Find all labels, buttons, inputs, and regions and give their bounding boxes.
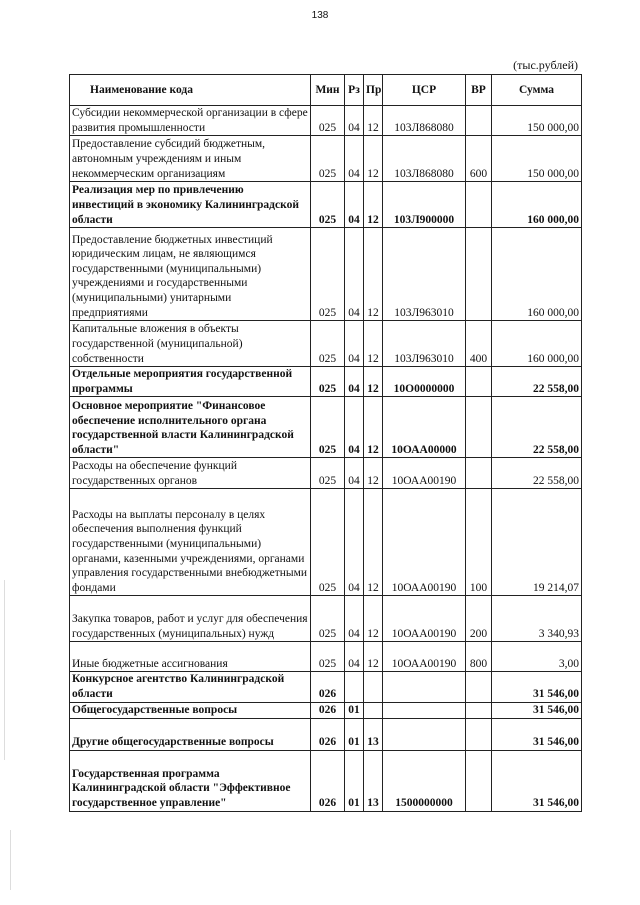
header-csr: ЦСР [383,75,466,106]
row-name: Иные бюджетные ассигнования [70,642,311,672]
header-sum: Сумма [492,75,582,106]
page-number: 138 [311,10,329,21]
header-pr: Пр [364,75,383,106]
table-header-row [70,75,582,106]
row-vr: 800 [466,642,492,672]
row-sum: 31 546,00 [492,718,582,750]
row-vr [466,367,492,397]
row-rz: 04 [345,228,364,321]
header-min: Мин [311,75,345,106]
row-name: Конкурсное агентство Калининградской области [70,672,311,702]
row-vr: 600 [466,136,492,182]
row-min: 025 [311,596,345,642]
row-pr: 12 [364,182,383,228]
table-row [70,750,582,811]
row-vr [466,718,492,750]
table-row [70,182,582,228]
row-pr [364,672,383,702]
row-name: Другие общегосударственные вопросы [70,718,311,750]
row-name: Предоставление субсидий бюджетным, автономным учреждениям и иным некоммерческим организациям [70,136,311,182]
row-rz: 04 [345,367,364,397]
row-sum: 3,00 [492,642,582,672]
row-pr: 12 [364,367,383,397]
table-row [70,642,582,672]
row-csr: 1500000000 [383,750,466,811]
row-name: Отдельные мероприятия государственной программы [70,367,311,397]
row-vr [466,397,492,458]
row-min: 025 [311,136,345,182]
row-pr: 12 [364,489,383,596]
header-vr: ВР [466,75,492,106]
row-sum: 31 546,00 [492,702,582,718]
row-name: Закупка товаров, работ и услуг для обеспечения государственных (муниципальных) нужд [70,596,311,642]
row-sum: 160 000,00 [492,182,582,228]
row-name: Государственная программа Калининградской области "Эффективное государственное управление" [70,750,311,811]
row-csr [383,702,466,718]
table-row [70,136,582,182]
row-csr: 10ОАА00000 [383,397,466,458]
row-rz: 04 [345,321,364,367]
row-rz: 04 [345,642,364,672]
row-csr: 103Л963010 [383,321,466,367]
row-vr: 200 [466,596,492,642]
row-csr: 103Л868080 [383,106,466,136]
row-pr: 13 [364,718,383,750]
row-vr [466,228,492,321]
table-row [70,321,582,367]
table-row [70,718,582,750]
row-rz: 04 [345,397,364,458]
row-pr [364,702,383,718]
row-vr [466,750,492,811]
row-sum: 160 000,00 [492,228,582,321]
row-name: Общегосударственные вопросы [70,702,311,718]
row-pr: 12 [364,458,383,489]
row-csr: 10ОАА00190 [383,642,466,672]
table-row [70,458,582,489]
row-csr: 103Л868080 [383,136,466,182]
row-pr: 12 [364,596,383,642]
row-sum: 22 558,00 [492,458,582,489]
row-csr: 10ОАА00190 [383,458,466,489]
row-pr: 12 [364,397,383,458]
row-vr [466,106,492,136]
row-rz [345,672,364,702]
row-min: 025 [311,321,345,367]
header-name: Наименование кода [70,75,311,106]
row-csr: 10ОАА00190 [383,489,466,596]
row-sum: 31 546,00 [492,672,582,702]
row-rz: 04 [345,106,364,136]
row-sum: 19 214,07 [492,489,582,596]
row-min: 026 [311,718,345,750]
row-sum: 22 558,00 [492,367,582,397]
row-min: 026 [311,750,345,811]
row-min: 025 [311,106,345,136]
table-row [70,672,582,702]
row-csr: 103Л963010 [383,228,466,321]
row-name: Капитальные вложения в объекты государственной (муниципальной) собственности [70,321,311,367]
table-row [70,228,582,321]
row-rz: 01 [345,702,364,718]
row-vr: 100 [466,489,492,596]
row-sum: 150 000,00 [492,136,582,182]
scan-edge-mark [10,830,11,890]
scan-edge-mark [4,580,5,760]
row-pr: 12 [364,136,383,182]
row-vr [466,672,492,702]
row-min: 025 [311,458,345,489]
row-vr: 400 [466,321,492,367]
row-vr [466,182,492,228]
row-name: Расходы на обеспечение функций государственных органов [70,458,311,489]
row-pr: 12 [364,642,383,672]
row-csr: 10ОАА00190 [383,596,466,642]
row-sum: 150 000,00 [492,106,582,136]
row-csr: 103Л900000 [383,182,466,228]
row-name: Основное мероприятие "Финансовое обеспечение исполнительного органа государственной власти Калининградской области" [70,397,311,458]
row-rz: 04 [345,458,364,489]
row-min: 025 [311,489,345,596]
row-name: Реализация мер по привлечению инвестиций в экономику Калининградской области [70,182,311,228]
units-label: (тыс.рублей) [513,58,578,72]
row-rz: 04 [345,136,364,182]
row-vr [466,458,492,489]
table-row [70,367,582,397]
row-sum: 31 546,00 [492,750,582,811]
row-name: Предоставление бюджетных инвестиций юридическим лицам, не являющимся государственными (муниципальными) учреждениями и государственными (муниципальными) унитарными предприятиями [70,228,311,321]
row-sum: 22 558,00 [492,397,582,458]
row-min: 025 [311,182,345,228]
row-rz: 04 [345,596,364,642]
row-pr: 12 [364,106,383,136]
row-rz: 01 [345,718,364,750]
budget-table [69,74,582,812]
row-min: 025 [311,397,345,458]
table-row [70,489,582,596]
table-row [70,702,582,718]
row-rz: 01 [345,750,364,811]
table-row [70,397,582,458]
row-rz: 04 [345,182,364,228]
row-min: 026 [311,672,345,702]
row-min: 025 [311,642,345,672]
row-csr [383,672,466,702]
table-row [70,596,582,642]
row-pr: 13 [364,750,383,811]
row-min: 025 [311,228,345,321]
row-sum: 160 000,00 [492,321,582,367]
row-min: 025 [311,367,345,397]
row-rz: 04 [345,489,364,596]
row-min: 026 [311,702,345,718]
row-name: Субсидии некоммерческой организации в сфере развития промышленности [70,106,311,136]
header-rz: Рз [345,75,364,106]
row-pr: 12 [364,228,383,321]
row-sum: 3 340,93 [492,596,582,642]
row-vr [466,702,492,718]
row-name: Расходы на выплаты персоналу в целях обеспечения выполнения функций государственными (муниципальными) органами, казенными учреждениями, органами управления государственными внебюджетными фондами [70,489,311,596]
table-row [70,106,582,136]
row-csr: 10О0000000 [383,367,466,397]
row-csr [383,718,466,750]
row-pr: 12 [364,321,383,367]
